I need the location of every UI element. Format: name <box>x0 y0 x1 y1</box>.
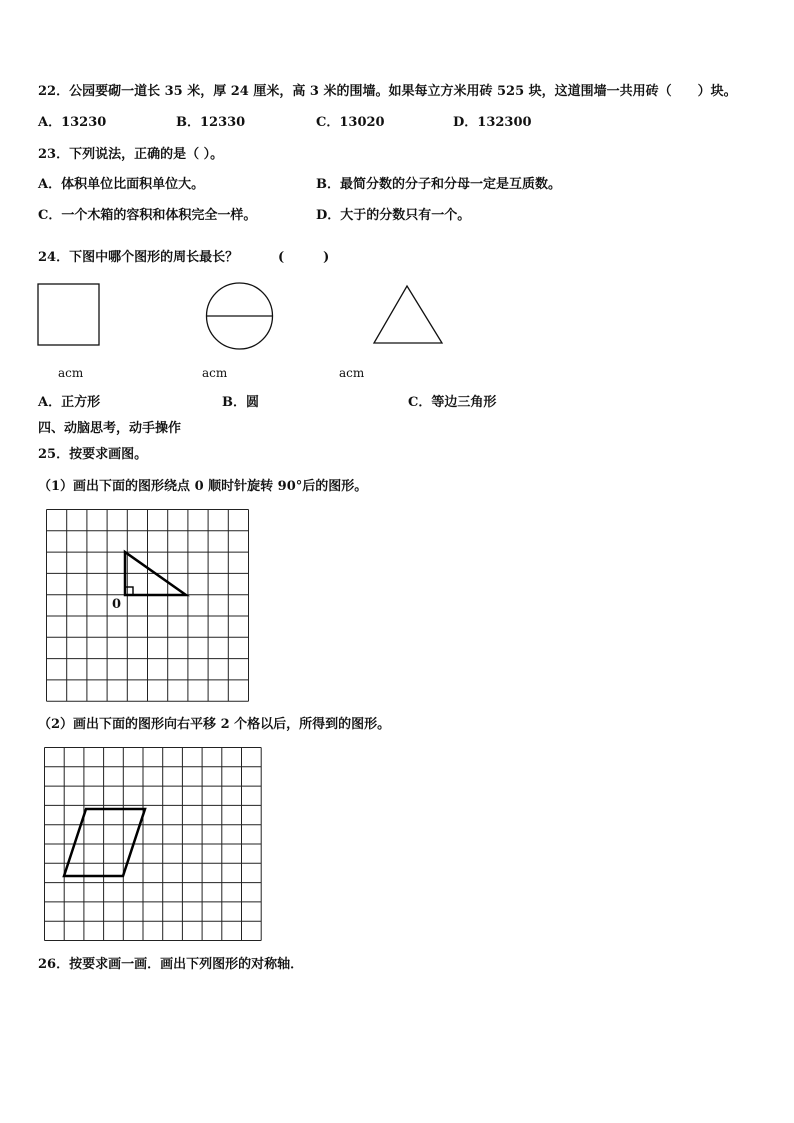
q26-stem: 26．按要求画一画．画出下列图形的对称轴． <box>38 957 304 972</box>
q22-option-b: B．12330 <box>176 115 246 130</box>
q24-option-c: C．等边三角形 <box>408 395 497 410</box>
q23-stem: 23．下列说法，正确的是（ ）。 <box>38 147 224 162</box>
q25-stem: 25．按要求画图。 <box>38 447 148 462</box>
q24-option-b: B．圆 <box>222 395 259 410</box>
triangle-shape <box>372 284 444 346</box>
rotation-grid[interactable] <box>46 509 250 703</box>
q23-option-a: A．体积单位比面积单位大。 <box>38 177 205 192</box>
q23-option-c: C．一个木箱的容积和体积完全一样。 <box>38 208 257 223</box>
translation-grid[interactable] <box>44 747 262 943</box>
square-shape <box>37 283 101 347</box>
triangle-side-label: acm <box>339 366 365 380</box>
square-side-label: acm <box>58 366 84 380</box>
q24-answer-blank: ( ) <box>278 250 330 265</box>
q25-part1-instruction: （1）画出下面的图形绕点 0 顺时针旋转 90°后的图形。 <box>38 479 368 494</box>
q25-part2-instruction: （2）画出下面的图形向右平移 2 个格以后，所得到的图形。 <box>38 717 391 732</box>
q24-option-a: A．正方形 <box>38 395 101 410</box>
rotation-point-label: 0 <box>112 597 122 612</box>
section-title: 四、动脑思考，动手操作 <box>38 421 182 436</box>
circle-shape <box>204 282 276 352</box>
q22-option-c: C．13020 <box>316 115 385 130</box>
q23-option-b: B．最简分数的分子和分母一定是互质数。 <box>316 177 561 192</box>
circle-diameter-label: acm <box>202 366 228 380</box>
q22-stem: 22．公园要砌一道长 35 米，厚 24 厘米，高 3 米的围墙。如果每立方米用砖 525 块，这道围墙一共用砖（ ）块。 <box>38 84 737 99</box>
parallelogram-figure <box>64 809 145 876</box>
q24-stem: 24．下图中哪个图形的周长最长？ <box>38 250 239 265</box>
q22-option-d: D．132300 <box>453 115 532 130</box>
q22-option-a: A．13230 <box>38 115 107 130</box>
q23-option-d: D．大于的分数只有一个。 <box>316 208 471 223</box>
